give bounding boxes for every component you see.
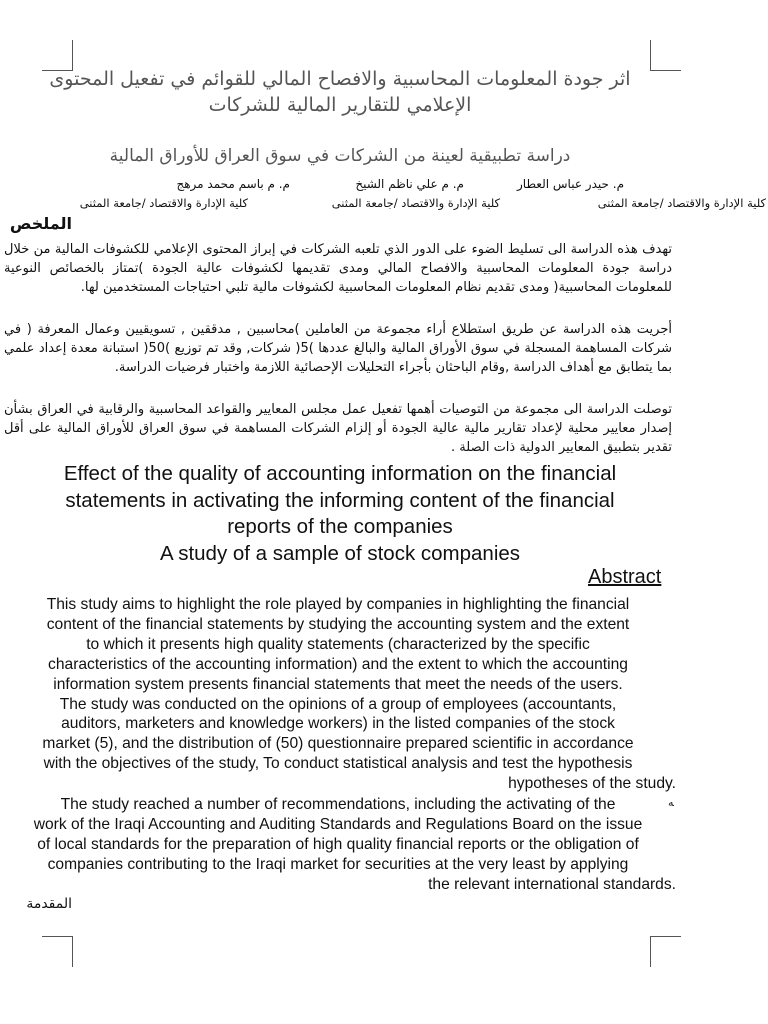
text-line: The study was conducted on the opinions of a group of employees (accountants, bbox=[59, 695, 617, 713]
crop-mark-bottom-right bbox=[650, 936, 681, 967]
arabic-paragraph-1: تهدف هذه الدراسة الى تسليط الضوء على الدور الذي تلعبه الشركات في إبراز المحتوى الإعلامي للكشوفات المالية من خلال دراسة جودة المعلومات المحاسبية والافصاح المالي ومدى تقديمها لكشوفات عالية الجودة )تمتاز بالخصائص النوعية للمعلومات المحاسبية( ومدى تقديم نظام المعلومات المحاسبية لكشوفات مالية تلبي احتياجات المستخدمين لها. bbox=[4, 242, 672, 295]
arabic-title: اثر جودة المعلومات المحاسبية والافصاح المالي للقوائم في تفعيل المحتوى الإعلامي للتقارير المالية للشركات bbox=[49, 68, 631, 116]
crop-mark-bottom-left bbox=[42, 936, 73, 967]
english-abstract-heading: Abstract bbox=[588, 566, 662, 588]
text-line: characteristics of the accounting information) and the extent to which the accounting bbox=[48, 655, 628, 673]
arabic-paragraph-2: أجريت هذه الدراسة عن طريق استطلاع أراء مجموعة من العاملين )محاسبين , مدققين , تسويقيين وعمال المعرفة ( في شركات المساهمة المسجلة في سوق الأوراق المالية والبالغ عددها )5( شركات, وقد تم توزيع )50( استبانة معدة إعداد علمي بما يتطابق مع أهداف الدراسة ,وقام الباحثان بأجراء التحليلات الإحصائية اللازمة واختبار فرضيات الدراسة. bbox=[4, 322, 672, 375]
english-title-line: reports of the companies bbox=[227, 515, 453, 538]
text-line: The study reached a number of recommendations, including the activating of the bbox=[60, 796, 616, 813]
author-3: م. م باسم محمد مرهج bbox=[176, 177, 290, 191]
text-line: of local standards for the preparation of high quality financial reports or the obligation of bbox=[37, 835, 639, 853]
arabic-abstract-heading: الملخص bbox=[9, 214, 72, 233]
text-line: hypotheses of the study. bbox=[508, 775, 676, 793]
arabic-paragraph-3: توصلت الدراسة الى مجموعة من التوصيات أهمها تفعيل عمل مجلس المعايير والقواعد المحاسبية والرقابية في العراق بشأن إصدار معايير محلية لإعداد تقارير مالية عالية الجودة أو إلزام الشركات المساهمة في سوق العراق للأوراق المالية على أقل تقدير بتطبيق المعايير الدولية ذات الصلة . bbox=[4, 402, 672, 455]
text-line: companies contributing to the Iraqi market for securities at the very least by applying bbox=[47, 855, 629, 873]
text-line: information system presents financial statements that meet the needs of the users. bbox=[53, 675, 623, 693]
arabic-introduction-heading: المقدمة bbox=[26, 896, 72, 912]
margin-glyph: ﻪ bbox=[668, 796, 674, 809]
english-subtitle: A study of a sample of stock companies bbox=[159, 541, 521, 565]
text-line: work of the Iraqi Accounting and Auditing Standards and Regulations Board on the issue bbox=[33, 815, 643, 833]
text-line: the relevant international standards. bbox=[428, 875, 676, 893]
text-line: auditors, marketers and knowledge workers) in the listed companies of the stock bbox=[61, 715, 615, 733]
text-line: content of the financial statements by studying the accounting system and the extent bbox=[46, 615, 630, 633]
crop-mark-top-right bbox=[650, 40, 681, 71]
author-1: م. حيدر عباس العطار bbox=[517, 177, 624, 191]
english-title-line: statements in activating the informing content of the financial bbox=[65, 488, 615, 512]
text-line: This study aims to highlight the role played by companies in highlighting the financial bbox=[46, 596, 630, 613]
english-abstract-paragraph-1 bbox=[0, 595, 676, 794]
arabic-subtitle: دراسة تطبيقية لعينة من الشركات في سوق العراق للأوراق المالية bbox=[109, 146, 571, 166]
english-title bbox=[10, 461, 670, 567]
english-abstract-paragraph-2 bbox=[0, 795, 676, 895]
author-2: م. م علي ناظم الشيخ bbox=[355, 177, 464, 191]
text-line: with the objectives of the study, To conduct statistical analysis and test the hypothesis bbox=[43, 755, 633, 773]
text-line: to which it presents high quality statements (characterized by the specific bbox=[86, 635, 590, 653]
text-line: market (5), and the distribution of (50) questionnaire prepared scientific in accordance bbox=[42, 735, 634, 753]
affiliation-3: كلية الإدارة والاقتصاد /جامعة المثنى bbox=[79, 196, 248, 210]
affiliation-1: كلية الإدارة والاقتصاد /جامعة المثنى bbox=[597, 196, 766, 210]
affiliation-2: كلية الإدارة والاقتصاد /جامعة المثنى bbox=[331, 196, 500, 210]
english-title-line: Effect of the quality of accounting information on the financial bbox=[63, 462, 617, 485]
